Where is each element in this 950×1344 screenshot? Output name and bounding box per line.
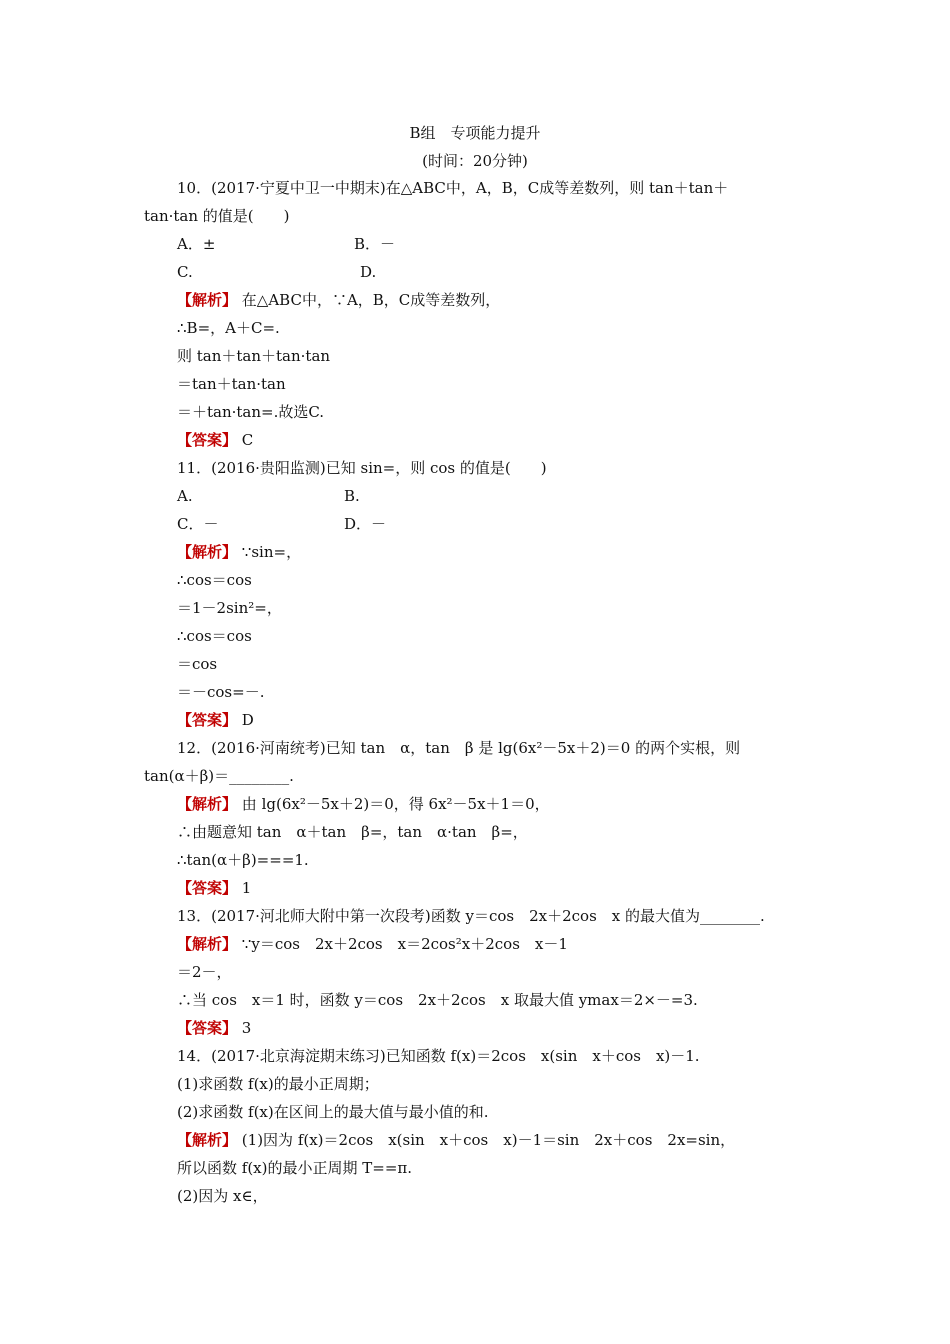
answer-tag: 【答案】 <box>177 879 238 897</box>
q12-analysis-text: 由 lg(6x²－5x＋2)＝0，得 6x²－5x＋1＝0， <box>241 795 550 813</box>
q10-answer-line <box>177 430 253 450</box>
q14-analysis-text: (1)因为 f(x)＝2cos x(sin x＋cos x)－1＝sin 2x＋cos 2x=sin， <box>241 1131 736 1149</box>
analysis-tag: 【解析】 <box>177 291 238 309</box>
q11-option-b: B. <box>344 487 360 505</box>
q10-analysis-line4: ＝tan＋tan·tan <box>177 375 286 393</box>
q10-stem-line1: 10．(2017·宁夏中卫一中期末)在△ABC中，A，B，C成等差数列，则 tan＋tan＋ <box>177 179 729 197</box>
q10-answer: C <box>241 431 254 449</box>
q11-answer-line <box>177 710 254 730</box>
q10-option-b: B．－ <box>354 235 396 253</box>
analysis-tag: 【解析】 <box>177 935 238 953</box>
q10-option-a: A．± <box>177 235 216 253</box>
q10-analysis-text: 在△ABC中，∵A，B，C成等差数列， <box>241 291 501 309</box>
q10-analysis-line5: ＝＋tan·tan=.故选C. <box>177 403 325 421</box>
q10-stem-line2: tan·tan 的值是( ) <box>144 207 290 225</box>
analysis-tag: 【解析】 <box>177 795 238 813</box>
q12-analysis-line3: ∴tan(α＋β)===1. <box>177 851 309 869</box>
q12-stem-line2: tan(α＋β)＝________. <box>144 767 294 785</box>
q12-analysis-line1 <box>177 794 550 814</box>
q11-analysis-line5: ＝cos <box>177 655 218 673</box>
q11-option-c: C．－ <box>177 515 219 533</box>
analysis-tag: 【解析】 <box>177 543 238 561</box>
q13-answer: 3 <box>241 1019 252 1037</box>
q11-analysis-line3: ＝1－2sin²=， <box>177 599 282 617</box>
q12-stem-line1: 12．(2016·河南统考)已知 tan α，tan β 是 lg(6x²－5x＋2)＝0 的两个实根，则 <box>177 739 741 757</box>
q11-analysis-line2: ∴cos＝cos <box>177 571 252 589</box>
time-limit: (时间：20分钟) <box>422 152 528 170</box>
q11-analysis-line6: ＝－cos=－. <box>177 683 265 701</box>
q13-analysis-text: ∵y＝cos 2x＋2cos x＝2cos²x＋2cos x－1 <box>241 935 568 953</box>
section-title: B组 专项能力提升 <box>409 124 541 142</box>
q10-option-c: C. <box>177 263 193 281</box>
q12-answer-line <box>177 878 251 898</box>
q12-answer: 1 <box>241 879 252 897</box>
q14-subquestion-2: (2)求函数 f(x)在区间上的最大值与最小值的和. <box>177 1103 489 1121</box>
q11-answer: D <box>241 711 254 729</box>
q13-stem-line1: 13．(2017·河北师大附中第一次段考)函数 y＝cos 2x＋2cos x 的最大值为________. <box>177 907 765 925</box>
q10-analysis-line1 <box>177 290 500 310</box>
q11-stem-line1: 11．(2016·贵阳监测)已知 sin=，则 cos 的值是( ) <box>177 459 547 477</box>
q13-analysis-line1 <box>177 934 568 954</box>
q13-analysis-line2: ＝2－， <box>177 963 232 981</box>
q11-analysis-line1 <box>177 542 301 562</box>
q14-stem-line1: 14．(2017·北京海淀期末练习)已知函数 f(x)＝2cos x(sin x＋cos x)－1. <box>177 1047 700 1065</box>
q12-analysis-line2: ∴由题意知 tan α＋tan β=，tan α·tan β=， <box>177 823 528 841</box>
answer-tag: 【答案】 <box>177 1019 238 1037</box>
q11-analysis-line4: ∴cos＝cos <box>177 627 252 645</box>
answer-tag: 【答案】 <box>177 711 238 729</box>
q10-analysis-line2: ∴B=，A＋C=. <box>177 319 280 337</box>
q13-analysis-line3: ∴当 cos x＝1 时，函数 y＝cos 2x＋2cos x 取最大值 ymax＝2×－=3. <box>177 991 698 1009</box>
q14-analysis-line2: 所以函数 f(x)的最小正周期 T==π. <box>177 1159 413 1177</box>
q11-analysis-text: ∵sin=， <box>241 543 302 561</box>
q10-analysis-line3: 则 tan＋tan＋tan·tan <box>177 347 331 365</box>
q14-subquestion-1: (1)求函数 f(x)的最小正周期； <box>177 1075 379 1093</box>
q11-option-a: A. <box>177 487 193 505</box>
analysis-tag: 【解析】 <box>177 1131 238 1149</box>
answer-tag: 【答案】 <box>177 431 238 449</box>
q11-option-d: D．－ <box>344 515 387 533</box>
q14-analysis-line1 <box>177 1130 735 1150</box>
q14-analysis-line3: (2)因为 x∈， <box>177 1187 268 1205</box>
q10-option-d: D. <box>360 263 377 281</box>
q13-answer-line <box>177 1018 251 1038</box>
